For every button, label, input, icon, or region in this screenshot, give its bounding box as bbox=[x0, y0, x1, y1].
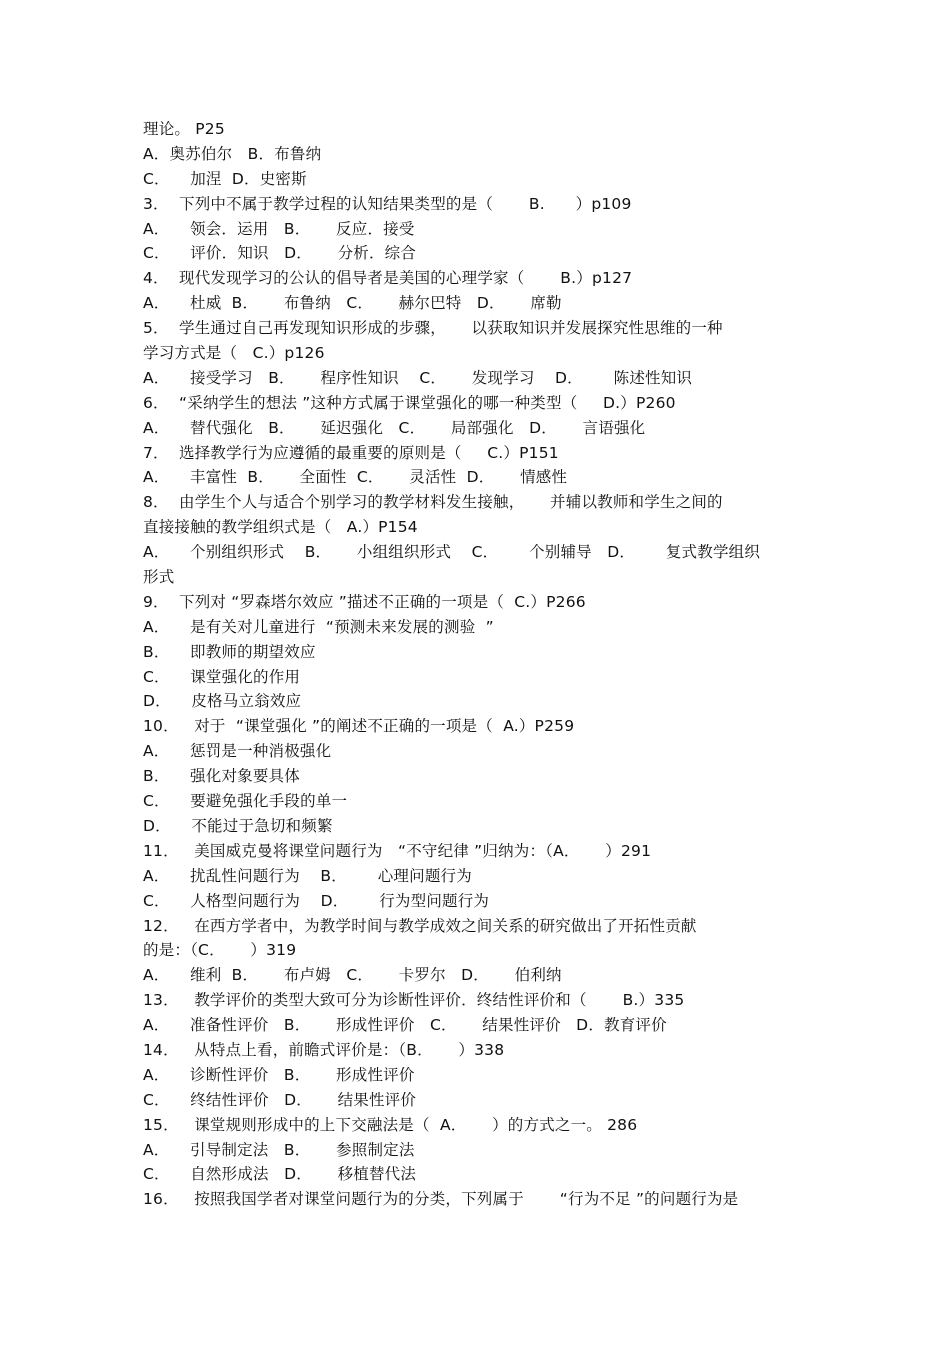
question-5-continued: 学习方式是（ C.）p126 bbox=[143, 344, 325, 363]
option-line: A． 是有关对儿童进行 “预测未来发展的测验 ” bbox=[143, 617, 494, 636]
option-line: D． 不能过于急切和频繁 bbox=[143, 816, 333, 835]
question-8-continued: 直接接触的教学组织式是（ A.）P154 bbox=[143, 518, 418, 537]
option-line: A． 扰乱性问题行为 B． 心理问题行为 bbox=[143, 866, 472, 885]
question-10: 10． 对于 “课堂强化 ”的阐述不正确的一项是（ A.）P259 bbox=[143, 717, 575, 736]
question-9: 9． 下列对 “罗森塔尔效应 ”描述不正确的一项是（ C.）P266 bbox=[143, 592, 586, 611]
option-line: D． 皮格马立翁效应 bbox=[143, 692, 302, 711]
option-line: C． 要避免强化手段的单一 bbox=[143, 792, 348, 811]
question-15: 15． 课堂规则形成中的上下交融法是（ A． ）的方式之一。 286 bbox=[143, 1115, 638, 1134]
option-line: A． 接受学习 B． 程序性知识 C． 发现学习 D． 陈述性知识 bbox=[143, 368, 693, 387]
option-line: B． 强化对象要具体 bbox=[143, 767, 300, 786]
option-line: C． 自然形成法 D． 移植替代法 bbox=[143, 1165, 417, 1184]
question-12-continued: 的是：（C． ）319 bbox=[143, 941, 297, 960]
question-16: 16． 按照我国学者对课堂问题行为的分类，下列属于 “行为不足 ”的问题行为是 bbox=[143, 1190, 739, 1209]
question-3: 3． 下列中不属于教学过程的认知结果类型的是（ B. ）p109 bbox=[143, 194, 632, 213]
option-line: A． 引导制定法 B． 参照制定法 bbox=[143, 1140, 415, 1159]
option-line: A． 个别组织形式 B． 小组组织形式 C． 个别辅导 D． 复式教学组织 bbox=[143, 543, 761, 562]
option-line: A． 准备性评价 B． 形成性评价 C． 结果性评价 D．教育评价 bbox=[143, 1016, 667, 1035]
question-5: 5． 学生通过自己再发现知识形成的步骤， 以获取知识并发展探究性思维的一种 bbox=[143, 319, 723, 338]
option-line: A． 维利 B． 布卢姆 C． 卡罗尔 D． 伯利纳 bbox=[143, 966, 562, 985]
question-6: 6． “采纳学生的想法 ”这种方式属于课堂强化的哪一种类型（ D.）P260 bbox=[143, 393, 676, 412]
option-line: A． 诊断性评价 B． 形成性评价 bbox=[143, 1065, 415, 1084]
option-line: B． 即教师的期望效应 bbox=[143, 642, 316, 661]
text-line: A．奥苏伯尔 B．布鲁纳 bbox=[143, 144, 322, 163]
option-line: A． 丰富性 B． 全面性 C． 灵活性 D． 情感性 bbox=[143, 468, 568, 487]
question-14: 14． 从特点上看，前瞻式评价是：（B． ）338 bbox=[143, 1040, 505, 1059]
question-12: 12． 在西方学者中，为教学时间与教学成效之间关系的研究做出了开拓性贡献 bbox=[143, 916, 697, 935]
text-line: C． 加涅 D．史密斯 bbox=[143, 169, 307, 188]
option-line: A． 杜威 B． 布鲁纳 C． 赫尔巴特 D． 席勒 bbox=[143, 294, 562, 313]
option-line: C． 课堂强化的作用 bbox=[143, 667, 301, 686]
question-7: 7． 选择教学行为应遵循的最重要的原则是（ C.）P151 bbox=[143, 443, 559, 462]
option-line: C． 终结性评价 D． 结果性评价 bbox=[143, 1090, 417, 1109]
option-line: A． 领会．运用 B． 反应．接受 bbox=[143, 219, 415, 238]
document-body bbox=[143, 117, 808, 1212]
text-line: 理论。 P25 bbox=[143, 120, 225, 138]
question-8: 8． 由学生个人与适合个别学习的教学材料发生接触， 并辅以教师和学生之间的 bbox=[143, 493, 723, 512]
question-13: 13． 教学评价的类型大致可分为诊断性评价．终结性评价和（ B.）335 bbox=[143, 991, 685, 1010]
question-11: 11． 美国威克曼将课堂问题行为 “不守纪律 ”归纳为：（A． ）291 bbox=[143, 841, 652, 860]
option-line: A． 替代强化 B． 延迟强化 C． 局部强化 D． 言语强化 bbox=[143, 418, 646, 437]
option-line: C． 人格型问题行为 D． 行为型问题行为 bbox=[143, 891, 490, 910]
question-4: 4． 现代发现学习的公认的倡导者是美国的心理学家（ B.）p127 bbox=[143, 269, 633, 288]
option-line: A． 惩罚是一种消极强化 bbox=[143, 742, 332, 761]
option-line: C． 评价．知识 D． 分析．综合 bbox=[143, 244, 417, 263]
option-line-continued: 形式 bbox=[143, 568, 175, 587]
